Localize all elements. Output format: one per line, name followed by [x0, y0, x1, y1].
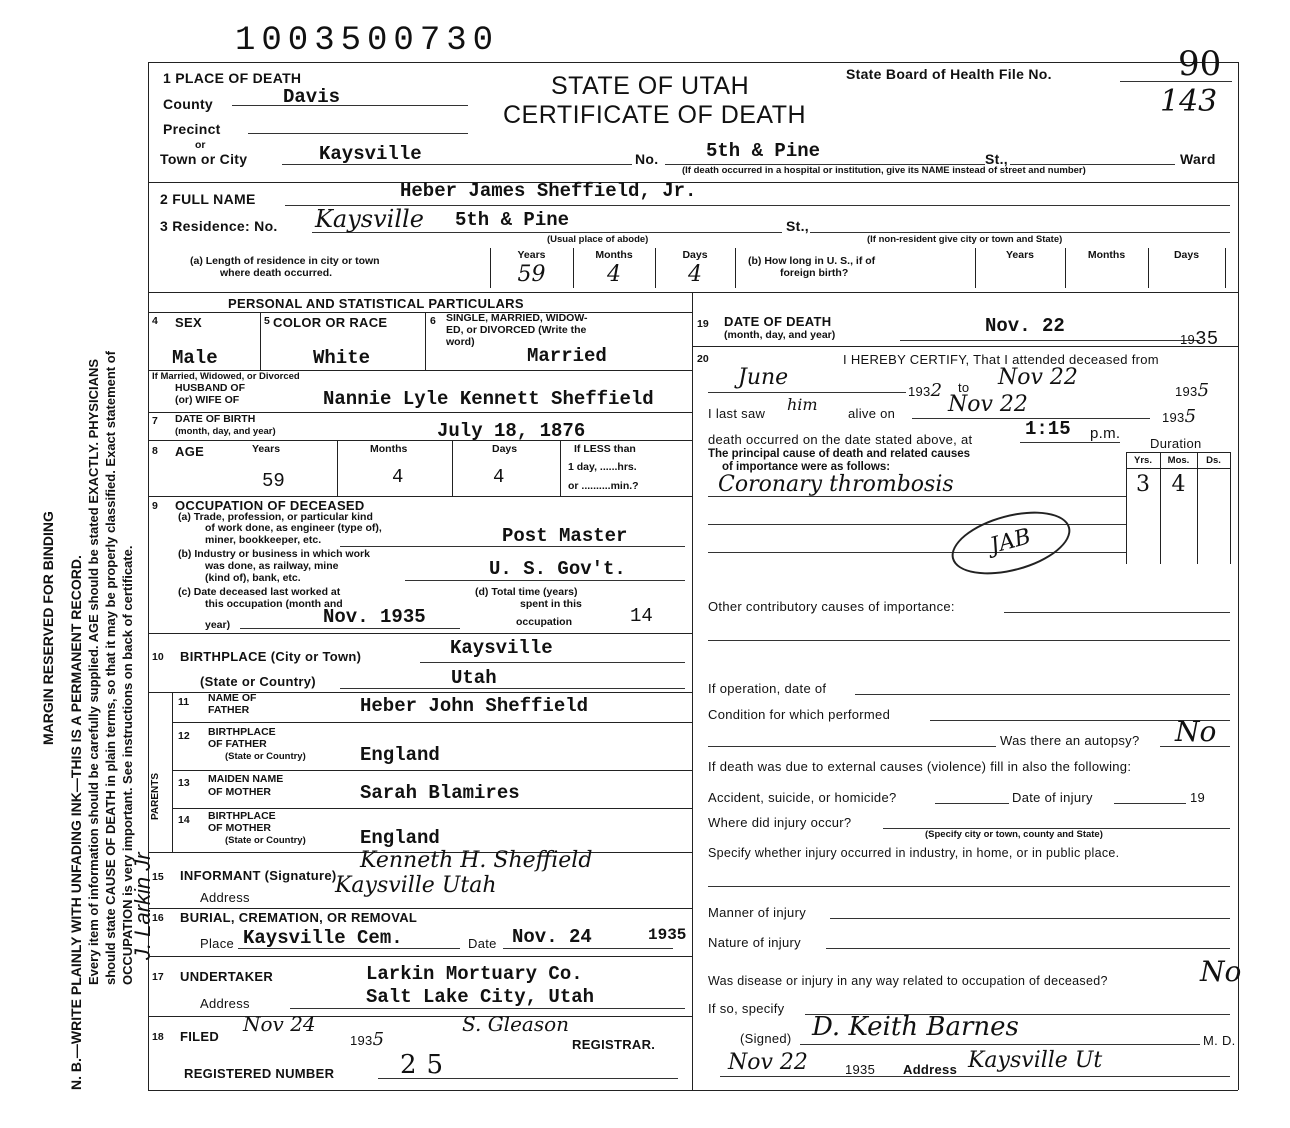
residence-st: St., — [786, 218, 809, 234]
if-so-label: If so, specify — [708, 1001, 785, 1016]
alive-on-label: alive on — [848, 406, 896, 421]
num-14: 14 — [178, 814, 190, 826]
attend-from-year — [908, 380, 942, 401]
county-label: County — [163, 96, 214, 112]
attend-to-year — [1175, 380, 1209, 401]
len-years: 59 — [517, 262, 546, 287]
mbirth-label-3: (State or Country) — [225, 835, 306, 846]
attend-from: June — [738, 365, 789, 390]
cause-yrs: 3 — [1136, 472, 1150, 497]
attend-to: Nov 22 — [998, 365, 1078, 390]
num-5: 5 — [264, 315, 270, 327]
dob-label-2: (month, day, and year) — [175, 426, 276, 437]
residence-label: 3 Residence: No. — [160, 218, 278, 234]
num-10: 10 — [152, 651, 164, 663]
place-section: 1 PLACE OF DEATH — [163, 70, 302, 86]
marital-label-3: word) — [446, 336, 475, 348]
len-days-h: Days — [682, 249, 708, 261]
certify-text: I HEREBY CERTIFY, That I attended deceased from — [843, 352, 1159, 367]
mos-h: Mos. — [1167, 455, 1190, 466]
occ-a-value: Post Master — [502, 525, 628, 547]
burial-place: Kaysville Cem. — [243, 927, 403, 949]
last-saw-label: I last saw — [708, 406, 766, 421]
frame-bottom — [148, 1090, 1238, 1091]
nonres-note: (If non-resident give city or town and State) — [867, 234, 1063, 245]
occ-a2: of work done, as engineer (type of), — [205, 522, 382, 534]
mother-label-2: OF MOTHER — [208, 786, 271, 798]
num-13: 13 — [178, 777, 190, 789]
cause-value: Coronary thrombosis — [718, 472, 954, 497]
marital-label-2: ED, or DIVORCED (Write the — [446, 324, 587, 336]
serial-suffix: 0 — [472, 22, 500, 60]
accident-label: Accident, suicide, or homicide? — [708, 790, 897, 805]
name-label: 2 FULL NAME — [160, 191, 256, 207]
stamp — [945, 500, 1077, 586]
last-saw-year-prefix: 193 — [1162, 410, 1185, 425]
spouse-label-3: (or) WIFE OF — [175, 394, 240, 406]
margin-signature: J. Larkin Jr — [130, 852, 155, 960]
cause-label-2: of importance were as follows: — [722, 461, 891, 473]
undertaker-address-label: Address — [200, 996, 250, 1011]
f-months-h: Months — [1087, 249, 1126, 261]
num-7: 7 — [152, 415, 158, 427]
age-years-h: Years — [252, 443, 281, 455]
num-20: 20 — [697, 353, 709, 365]
age-months-h: Months — [370, 443, 408, 455]
margin-note-2: Every item of information should be carefully supplied. AGE should be stated EXACTLY. PHYSICIANS — [86, 358, 101, 985]
spouse-label-1: If Married, Widowed, or Divorced — [152, 371, 300, 382]
cause-label-1: The principal cause of death and related causes — [708, 448, 971, 460]
attend-from-year-digit: 2 — [930, 380, 943, 401]
registrar-signature: S. Gleason — [462, 1012, 570, 1036]
nature-label: Nature of injury — [708, 935, 801, 950]
num-17: 17 — [152, 971, 164, 983]
sig-date: Nov 22 — [728, 1050, 808, 1075]
full-name: Heber James Sheffield, Jr. — [400, 180, 697, 202]
undertaker-label: UNDERTAKER — [180, 969, 274, 984]
length-label-1: (a) Length of residence in city or town — [190, 255, 380, 267]
marital-label-1: SINGLE, MARRIED, WIDOW- — [446, 312, 588, 324]
dob-label-1: DATE OF BIRTH — [175, 413, 256, 425]
mbirth-label-1: BIRTHPLACE — [208, 810, 276, 822]
street-value: 5th & Pine — [706, 140, 821, 162]
signed-label: (Signed) — [740, 1031, 792, 1046]
duration-label: Duration — [1150, 436, 1202, 451]
state-title: STATE OF UTAH — [551, 72, 750, 100]
num-15: 15 — [152, 871, 164, 883]
father-value: Heber John Sheffield — [360, 695, 589, 717]
occ-c1: (c) Date deceased last worked at — [178, 586, 341, 598]
parents-side-label: PARENTS — [150, 772, 161, 820]
file-number-hand: 143 — [1160, 84, 1218, 119]
undertaker-address: Salt Lake City, Utah — [366, 986, 595, 1008]
where-note: (Specify city or town, county and State) — [925, 829, 1103, 840]
filed-year-prefix: 193 — [350, 1033, 373, 1048]
contrib-label: Other contributory causes of importance: — [708, 599, 955, 614]
mother-value: Sarah Blamires — [360, 782, 520, 804]
fbirth-value: England — [360, 744, 440, 766]
less-label-3: or ..........min.? — [568, 480, 639, 492]
f-years-h: Years — [1005, 249, 1035, 261]
len-months-h: Months — [595, 249, 633, 261]
burial-date: Nov. 24 — [512, 926, 592, 948]
to-label: to — [958, 380, 970, 395]
age-label: AGE — [175, 444, 205, 459]
attend-to-year-prefix: 193 — [1175, 384, 1198, 399]
phys-address: Kaysville Ut — [968, 1048, 1103, 1073]
informant-signature: Kenneth H. Sheffield — [360, 848, 593, 873]
length-label-2: where death occurred. — [220, 267, 333, 279]
marital-value: Married — [527, 345, 607, 367]
spouse-value: Nannie Lyle Kennett Sheffield — [323, 388, 654, 410]
father-label-2: FATHER — [208, 704, 250, 716]
precinct-label: Precinct — [163, 121, 221, 137]
burial-year: 1935 — [648, 926, 687, 944]
fbirth-label-1: BIRTHPLACE — [208, 726, 276, 738]
autopsy-value: No — [1175, 715, 1217, 748]
num-4: 4 — [152, 315, 158, 327]
serial-main: 100350073 — [235, 22, 473, 60]
dod-year-prefix: 19 — [1180, 332, 1196, 347]
sex-value: Male — [172, 347, 218, 369]
phys-address-label: Address — [903, 1062, 958, 1077]
occ-d-value: 14 — [630, 605, 653, 627]
num-12: 12 — [178, 730, 190, 742]
foreign-label-2: foreign birth? — [780, 267, 849, 279]
occ-b3: (kind of), bank, etc. — [205, 572, 301, 584]
less-label-2: 1 day, ......hrs. — [568, 461, 637, 473]
dod-label-2: (month, day, and year) — [724, 329, 836, 341]
file-label: State Board of Health File No. — [846, 66, 1052, 82]
residence-street: 5th & Pine — [455, 209, 570, 231]
occ-b2: was done, as railway, mine — [205, 560, 339, 572]
dob-value: July 18, 1876 — [437, 420, 586, 442]
num-6: 6 — [430, 315, 436, 327]
st-label: St., — [985, 151, 1008, 167]
condition-label: Condition for which performed — [708, 707, 891, 722]
num-11: 11 — [178, 696, 190, 708]
no-label: No. — [635, 151, 659, 167]
death-time: 1:15 — [1025, 418, 1071, 440]
birthplace-state-label: (State or Country) — [200, 674, 316, 689]
mbirth-value: England — [360, 827, 440, 849]
fbirth-label-3: (State or Country) — [225, 751, 306, 762]
undertaker-value: Larkin Mortuary Co. — [366, 963, 583, 985]
last-saw-date: Nov 22 — [948, 392, 1028, 417]
occ-c3: year) — [205, 619, 231, 631]
burial-label: BURIAL, CREMATION, OR REMOVAL — [180, 910, 418, 925]
occ-a3: miner, bookkeeper, etc. — [205, 534, 322, 546]
informant-label: INFORMANT (Signature) — [180, 868, 337, 883]
fbirth-label-2: OF FATHER — [208, 738, 267, 750]
occ-b-value: U. S. Gov't. — [489, 558, 626, 580]
county-value: Davis — [283, 86, 341, 108]
specify-label: Specify whether injury occurred in industry, in home, or in public place. — [708, 846, 1120, 860]
dod-value: Nov. 22 — [985, 315, 1065, 337]
stamp-text: JAB — [987, 524, 1034, 559]
hospital-note: (If death occurred in a hospital or institution, give its NAME instead of street and number) — [682, 165, 1086, 176]
num-8: 8 — [152, 445, 158, 457]
date-injury-label: Date of injury — [1012, 790, 1093, 805]
age-days: 4 — [493, 466, 505, 488]
reg-number-label: REGISTERED NUMBER — [184, 1066, 335, 1081]
informant-address-label: Address — [200, 890, 250, 905]
frame-top — [148, 62, 1238, 63]
occ-label: OCCUPATION OF DECEASED — [175, 498, 365, 513]
external-label: If death was due to external causes (violence) fill in also the following: — [708, 759, 1132, 774]
father-label-1: NAME OF — [208, 692, 257, 704]
len-months: 4 — [607, 262, 621, 287]
last-saw-pronoun: him — [787, 395, 818, 414]
less-label-1: If LESS than — [574, 443, 636, 455]
town-value: Kaysville — [319, 143, 422, 165]
dod-label-1: DATE OF DEATH — [724, 314, 832, 329]
num-19: 19 — [697, 318, 709, 330]
town-label: Town or City — [160, 151, 248, 167]
death-time-label: death occurred on the date stated above, at — [708, 432, 973, 447]
num-16: 16 — [152, 912, 164, 924]
last-saw-year-digit: 5 — [1184, 406, 1197, 427]
len-days: 4 — [688, 262, 702, 287]
attend-to-year-digit: 5 — [1197, 380, 1210, 401]
margin-note-1: N. B.—WRITE PLAINLY WITH UNFADING INK—THIS IS A PERMANENT RECORD. — [68, 555, 84, 1090]
occ-c-value: Nov. 1935 — [323, 606, 426, 628]
frame-right — [1238, 62, 1239, 1090]
personal-header: PERSONAL AND STATISTICAL PARTICULARS — [228, 296, 524, 311]
birthplace-state: Utah — [451, 667, 497, 689]
age-years: 59 — [262, 470, 285, 492]
middle-divider — [692, 292, 693, 1090]
occ-related-value: No — [1200, 955, 1242, 988]
occ-related-label: Was disease or injury in any way related to occupation of deceased? — [708, 974, 1108, 988]
foreign-label-1: (b) How long in U. S., if of — [748, 255, 876, 267]
color-value: White — [313, 347, 371, 369]
usual-note: (Usual place of abode) — [547, 234, 649, 245]
occ-c2: this occupation (month and — [205, 598, 343, 610]
margin-note-3: should state CAUSE OF DEATH in plain terms, so that it may be properly classified. Exact statement of — [103, 350, 118, 985]
occ-d1: (d) Total time (years) — [475, 586, 578, 598]
color-label: COLOR OR RACE — [273, 315, 388, 330]
birthplace-city: Kaysville — [450, 637, 553, 659]
occ-b1: (b) Industry or business in which work — [178, 548, 370, 560]
num-18: 18 — [152, 1031, 164, 1043]
reg-number: 25 — [400, 1050, 454, 1080]
file-number: 90 — [1178, 44, 1222, 84]
occ-d2: spent in this — [520, 598, 582, 610]
dod-year-value: 35 — [1195, 328, 1219, 350]
yrs-h: Yrs. — [1134, 455, 1152, 466]
burial-place-label: Place — [200, 936, 235, 951]
attend-from-year-prefix: 193 — [908, 384, 931, 399]
sep-2 — [148, 292, 1238, 293]
cert-title: CERTIFICATE OF DEATH — [503, 101, 807, 129]
or-label: or — [195, 139, 206, 151]
filed-year — [350, 1029, 384, 1050]
age-days-h: Days — [492, 443, 518, 455]
margin-binding: MARGIN RESERVED FOR BINDING — [40, 511, 56, 745]
manner-label: Manner of injury — [708, 905, 807, 920]
age-months: 4 — [392, 466, 404, 488]
where-label: Where did injury occur? — [708, 815, 852, 830]
autopsy-label: Was there an autopsy? — [1000, 733, 1140, 748]
date-injury-year: 19 — [1190, 790, 1206, 805]
registrar-label: REGISTRAR. — [572, 1037, 656, 1052]
physician-signature: D. Keith Barnes — [812, 1012, 1019, 1042]
ward-label: Ward — [1180, 151, 1216, 167]
ds-h: Ds. — [1206, 455, 1221, 466]
residence-hand: Kaysville — [315, 205, 424, 233]
pm-label: p.m. — [1090, 425, 1121, 442]
filed-label: FILED — [180, 1029, 220, 1044]
cause-mos: 4 — [1171, 472, 1186, 497]
margin-note-4: OCCUPATION is very important. See instructions on back of certificate. — [120, 545, 135, 985]
mother-label-1: MAIDEN NAME — [208, 773, 284, 785]
len-years-h: Years — [517, 249, 546, 261]
sex-label: SEX — [175, 315, 202, 330]
filed-year-digit: 5 — [372, 1029, 385, 1050]
occ-a1: (a) Trade, profession, or particular kind — [178, 511, 373, 523]
f-days-h: Days — [1173, 249, 1200, 261]
burial-date-label: Date — [468, 936, 497, 951]
birthplace-label: BIRTHPLACE (City or Town) — [180, 649, 362, 664]
spouse-label-2: HUSBAND OF — [175, 382, 245, 394]
sig-year: 1935 — [845, 1062, 876, 1077]
filed-date: Nov 24 — [243, 1012, 316, 1036]
num-9: 9 — [152, 500, 158, 512]
last-saw-year — [1162, 406, 1196, 427]
md-label: M. D. — [1203, 1033, 1236, 1048]
occ-d3: occupation — [516, 616, 573, 628]
operation-label: If operation, date of — [708, 681, 827, 696]
serial-number — [235, 22, 499, 60]
mbirth-label-2: OF MOTHER — [208, 822, 271, 834]
informant-address: Kaysville Utah — [335, 873, 497, 898]
